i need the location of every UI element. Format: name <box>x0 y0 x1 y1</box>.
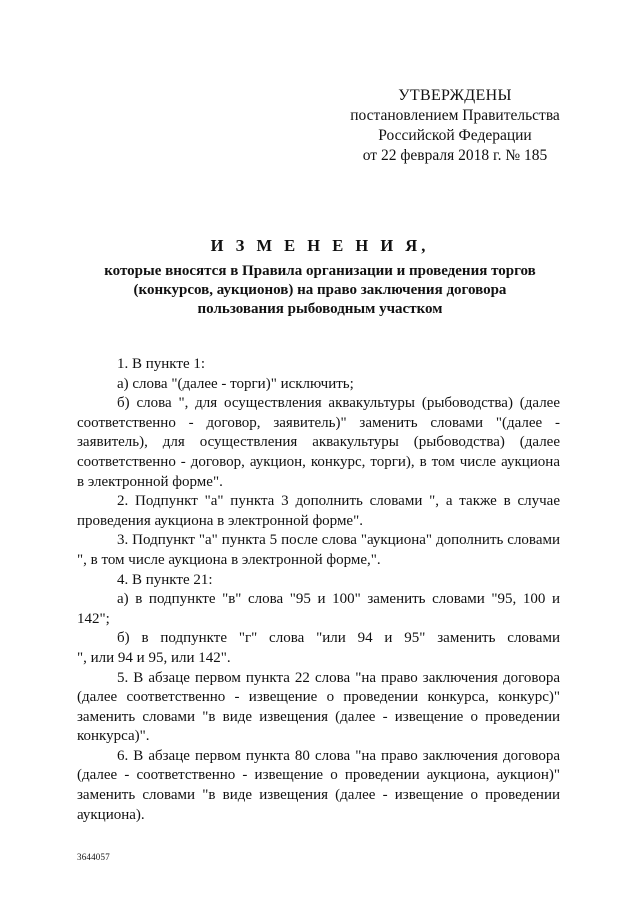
document-title: И З М Е Н Е Н И Я, <box>210 236 430 255</box>
paragraph-line: 1. В пункте 1: <box>117 356 206 372</box>
paragraph-3 <box>77 531 560 570</box>
approval-line-2: Российской Федерации <box>378 127 532 144</box>
paragraph-line: 5. В абзаце первом пункта 22 слова "на право заключения договора <box>117 669 560 686</box>
approval-date-line: от 22 февраля 2018 г. № 185 <box>362 147 548 164</box>
paragraph-2 <box>77 492 560 531</box>
document-id: 3644057 <box>77 852 110 862</box>
document-body <box>77 355 560 825</box>
paragraph-line: б) в подпункте "г" слова "или 94 и 95" заменить словами <box>117 630 560 647</box>
subtitle-line: которые вносятся в Правила организации и проведения торгов <box>104 263 536 279</box>
paragraph-line: (далее соответственно - извещение о проведении конкурса, конкурс)" <box>77 689 560 706</box>
subtitle-line: (конкурсов, аукционов) на право заключения договора <box>133 282 507 298</box>
paragraph-1 <box>77 355 560 375</box>
paragraph-line: аукциона). <box>77 806 145 823</box>
paragraph-4b <box>77 629 560 668</box>
paragraph-4 <box>77 571 560 591</box>
paragraph-1b <box>77 394 560 492</box>
paragraph-line: а) слова "(далее - торги)" исключить; <box>117 375 354 392</box>
paragraph-line: в электронной форме". <box>77 473 223 490</box>
approval-line-1: постановлением Правительства <box>350 107 560 124</box>
paragraph-line: 2. Подпункт "а" пункта 3 дополнить словами ", а также в случае <box>117 493 560 510</box>
approval-title: УТВЕРЖДЕНЫ <box>398 87 512 104</box>
paragraph-5 <box>77 669 560 747</box>
paragraph-line: 3. Подпункт "а" пункта 5 после слова "аукциона" дополнить словами <box>117 532 560 549</box>
paragraph-line: проведения аукциона в электронной форме". <box>77 512 363 529</box>
subtitle-line: пользования рыбоводным участком <box>197 301 443 317</box>
paragraph-line: а) в подпункте "в" слова "95 и 100" заменить словами "95, 100 и 142"; <box>77 591 560 627</box>
paragraph-line: конкурса)". <box>77 728 150 745</box>
paragraph-4a <box>77 590 560 629</box>
paragraph-line: соответственно - договор, заявитель)" заменить словами "(далее - <box>77 414 560 431</box>
paragraph-line: ", в том числе аукциона в электронной форме,". <box>77 551 381 568</box>
document-subtitle <box>95 262 545 319</box>
paragraph-line: соответственно - договор, аукцион, конкурс, торги), в том числе аукциона <box>77 453 560 470</box>
paragraph-line: 6. В абзаце первом пункта 80 слова "на право заключения договора <box>117 747 560 764</box>
paragraph-6 <box>77 747 560 825</box>
paragraph-line: заменить словами "в виде извещения (далее - извещение о проведении <box>77 787 560 804</box>
paragraph-line: заявитель), для осуществления аквакультуры (рыбоводства) (далее <box>77 434 560 451</box>
approval-block <box>340 86 570 166</box>
paragraph-1a <box>77 375 560 395</box>
paragraph-line: ", или 94 и 95, или 142". <box>77 649 231 666</box>
paragraph-line: заменить словами "в виде извещения (далее - извещение о проведении <box>77 708 560 725</box>
paragraph-line: б) слова ", для осуществления аквакультуры (рыбоводства) (далее <box>117 395 560 412</box>
paragraph-line: 4. В пункте 21: <box>117 571 213 588</box>
paragraph-line: (далее - соответственно - извещение о проведении аукциона, аукцион)" <box>77 767 560 784</box>
